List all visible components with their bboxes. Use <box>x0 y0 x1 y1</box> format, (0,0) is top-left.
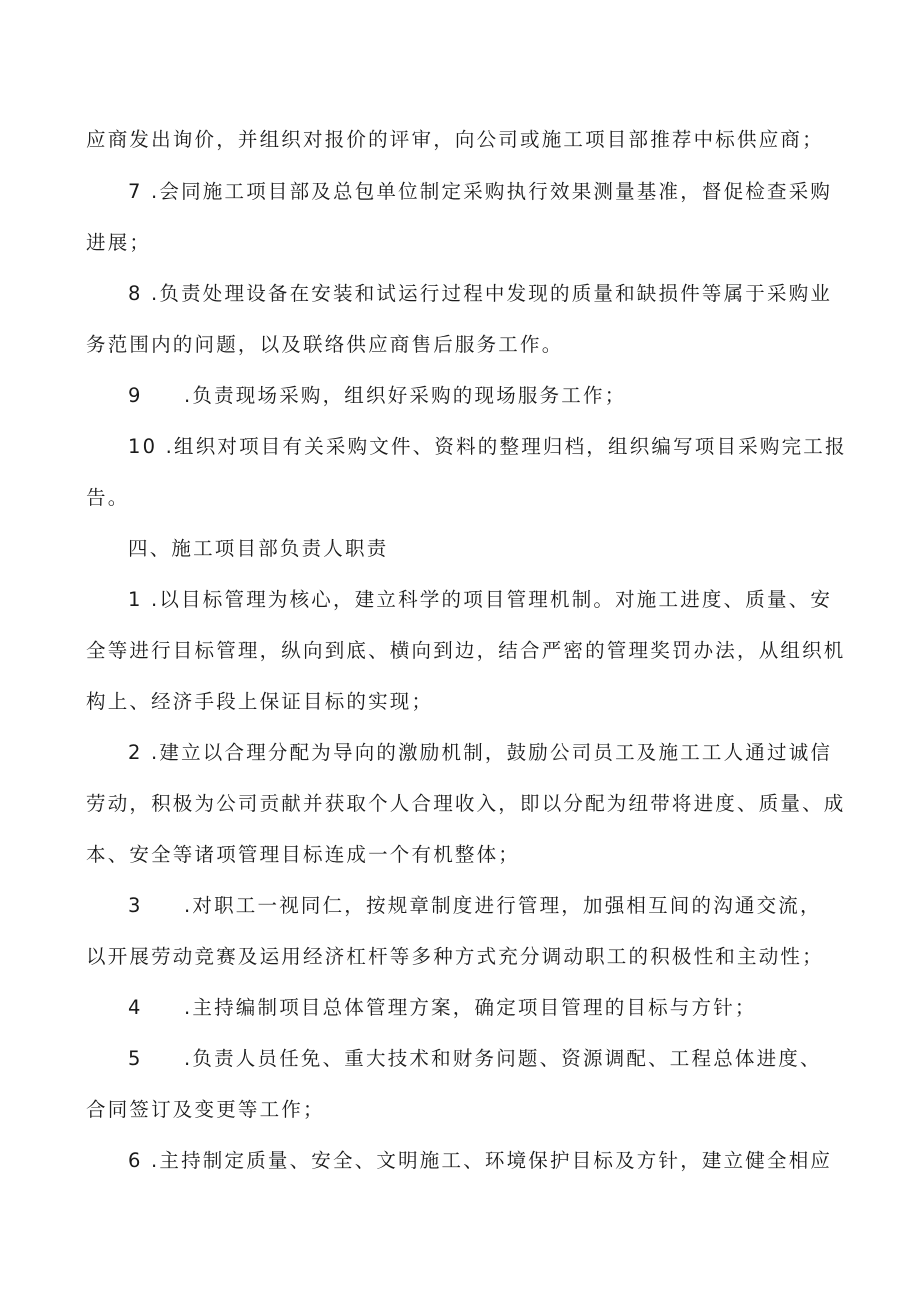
paragraph-line: 10 .组织对项目有关采购文件、资料的整理归档，组织编写项目采购完工报 <box>128 435 847 458</box>
paragraph-line <box>128 996 757 1020</box>
paragraph-line <box>128 894 822 918</box>
item-number: 4 <box>128 996 143 1019</box>
section-heading: 四、施工项目部负责人职责 <box>128 537 389 560</box>
paragraph-line: 1 .以目标管理为核心，建立科学的项目管理机制。对施工进度、质量、安 <box>128 588 833 611</box>
paragraph-line: 7 .会同施工项目部及总包单位制定采购执行效果测量基准，督促检查采购 <box>128 180 833 203</box>
item-number: 5 <box>128 1047 143 1070</box>
paragraph-line: 本、安全等诸项管理目标连成一个有机整体； <box>86 843 521 866</box>
paragraph-line: 6 .主持制定质量、安全、文明施工、环境保护目标及方针，建立健全相应 <box>128 1149 833 1172</box>
paragraph-line: 8 .负责处理设备在安装和试运行过程中发现的质量和缺损件等属于采购业 <box>128 282 833 305</box>
item-text: .负责人员任免、重大技术和财务问题、资源调配、工程总体进度、 <box>184 1047 822 1070</box>
paragraph-line: 2 .建立以合理分配为导向的激励机制，鼓励公司员工及施工工人通过诚信 <box>128 741 833 764</box>
item-number: 9 <box>128 384 143 407</box>
paragraph-line: 劳动，积极为公司贡献并获取个人合理收入，即以分配为纽带将进度、质量、成 <box>86 792 846 815</box>
paragraph-line: 告。 <box>86 486 130 509</box>
paragraph-line: 进展； <box>86 231 152 254</box>
paragraph-line: 构上、经济手段上保证目标的实现； <box>86 690 434 713</box>
paragraph-line: 以开展劳动竞赛及运用经济杠杆等多种方式充分调动职工的积极性和主动性； <box>86 945 824 968</box>
item-text: .对职工一视同仁，按规章制度进行管理，加强相互间的沟通交流， <box>184 894 822 917</box>
paragraph-line: 务范围内的问题，以及联络供应商售后服务工作。 <box>86 333 564 356</box>
paragraph-line: 全等进行目标管理，纵向到底、横向到边，结合严密的管理奖罚办法，从组织机 <box>86 639 846 662</box>
paragraph-line: 应商发出询价，并组织对报价的评审，向公司或施工项目部推荐中标供应商； <box>86 128 824 151</box>
item-text: .主持编制项目总体管理方案，确定项目管理的目标与方针； <box>184 996 757 1019</box>
paragraph-line <box>128 384 626 408</box>
item-text: .负责现场采购，组织好采购的现场服务工作； <box>184 384 627 407</box>
item-number: 3 <box>128 894 143 917</box>
paragraph-line: 合同签订及变更等工作； <box>86 1098 325 1121</box>
paragraph-line <box>128 1047 822 1071</box>
